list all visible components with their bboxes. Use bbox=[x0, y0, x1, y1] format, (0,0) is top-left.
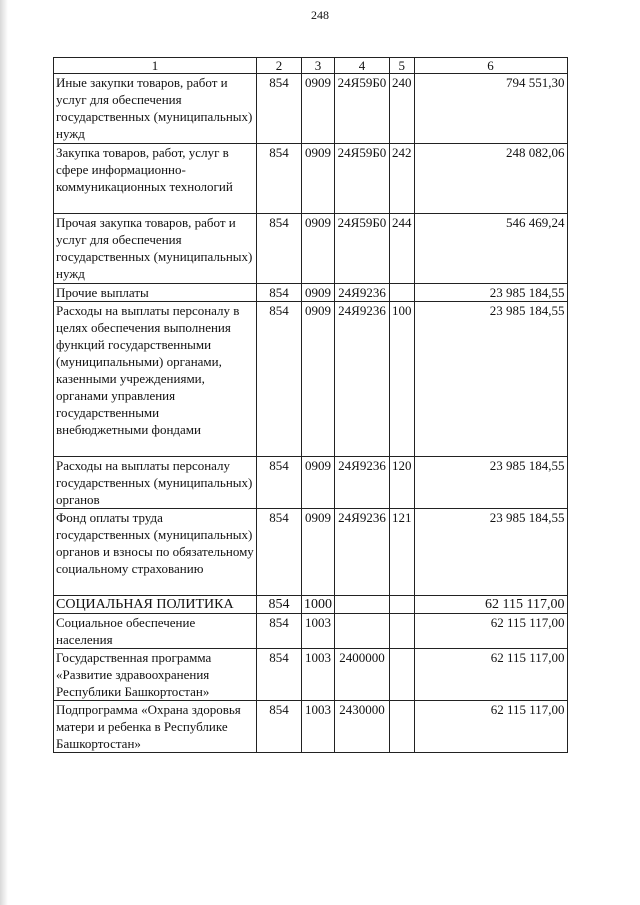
row-name: Прочая закупка товаров, работ и услуг для обеспечения государственных (муниципальных) нужд bbox=[54, 214, 257, 284]
column-header-1: 1 bbox=[54, 58, 257, 74]
row-code-3: 1003 bbox=[302, 614, 335, 649]
table-row bbox=[54, 701, 568, 753]
row-code-2: 854 bbox=[257, 214, 302, 284]
column-header-3: 3 bbox=[302, 58, 335, 74]
row-amount: 62 115 117,00 bbox=[414, 649, 567, 701]
column-header-4: 4 bbox=[335, 58, 390, 74]
row-code-2: 854 bbox=[257, 302, 302, 457]
page-number: 248 bbox=[311, 8, 329, 22]
row-code-5 bbox=[390, 649, 415, 701]
row-code-3: 1003 bbox=[302, 649, 335, 701]
row-name: Фонд оплаты труда государственных (муниципальных) органов и взносы по обязательному социальному страхованию bbox=[54, 509, 257, 596]
row-code-4: 24Я9236 bbox=[335, 284, 390, 302]
table-row bbox=[54, 649, 568, 701]
row-code-5 bbox=[390, 596, 415, 614]
row-code-2: 854 bbox=[257, 284, 302, 302]
row-code-2: 854 bbox=[257, 596, 302, 614]
row-code-3: 0909 bbox=[302, 284, 335, 302]
row-name: Расходы на выплаты персоналу в целях обеспечения выполнения функций государственными (муниципальными) органами, казенными учреждениями, органами управления государственными внебюджетными фондами bbox=[54, 302, 257, 457]
row-code-5: 244 bbox=[390, 214, 415, 284]
row-code-2: 854 bbox=[257, 144, 302, 214]
table-row bbox=[54, 144, 568, 214]
row-code-3: 0909 bbox=[302, 214, 335, 284]
row-name: Социальное обеспечение населения bbox=[54, 614, 257, 649]
row-code-3: 1000 bbox=[302, 596, 335, 614]
row-name: Государственная программа «Развитие здравоохранения Республики Башкортостан» bbox=[54, 649, 257, 701]
row-code-2: 854 bbox=[257, 649, 302, 701]
row-amount: 23 985 184,55 bbox=[414, 509, 567, 596]
table-row bbox=[54, 457, 568, 509]
row-code-3: 1003 bbox=[302, 701, 335, 753]
row-amount: 794 551,30 bbox=[414, 74, 567, 144]
row-name: СОЦИАЛЬНАЯ ПОЛИТИКА bbox=[54, 596, 257, 614]
budget-table bbox=[53, 57, 568, 753]
row-code-2: 854 bbox=[257, 614, 302, 649]
row-amount: 23 985 184,55 bbox=[414, 457, 567, 509]
table-row bbox=[54, 509, 568, 596]
row-amount: 62 115 117,00 bbox=[414, 701, 567, 753]
row-name: Прочие выплаты bbox=[54, 284, 257, 302]
row-name: Подпрограмма «Охрана здоровья матери и ребенка в Республике Башкортостан» bbox=[54, 701, 257, 753]
column-header-6: 6 bbox=[414, 58, 567, 74]
scan-edge-shadow bbox=[0, 0, 8, 905]
row-amount: 62 115 117,00 bbox=[414, 596, 567, 614]
row-code-4: 2430000 bbox=[335, 701, 390, 753]
row-code-4: 24Я9236 bbox=[335, 509, 390, 596]
row-code-4: 2400000 bbox=[335, 649, 390, 701]
row-amount: 62 115 117,00 bbox=[414, 614, 567, 649]
row-code-5 bbox=[390, 701, 415, 753]
row-name: Иные закупки товаров, работ и услуг для обеспечения государственных (муниципальных) нужд bbox=[54, 74, 257, 144]
table-row bbox=[54, 284, 568, 302]
table-row bbox=[54, 596, 568, 614]
table-row bbox=[54, 614, 568, 649]
row-amount: 23 985 184,55 bbox=[414, 284, 567, 302]
row-code-2: 854 bbox=[257, 74, 302, 144]
row-code-4: 24Я59Б0 bbox=[335, 144, 390, 214]
row-code-5: 240 bbox=[390, 74, 415, 144]
row-code-5 bbox=[390, 284, 415, 302]
row-amount: 546 469,24 bbox=[414, 214, 567, 284]
row-code-5 bbox=[390, 614, 415, 649]
row-code-2: 854 bbox=[257, 701, 302, 753]
row-code-2: 854 bbox=[257, 457, 302, 509]
table-header-row bbox=[54, 58, 568, 74]
row-code-4 bbox=[335, 614, 390, 649]
row-code-5: 120 bbox=[390, 457, 415, 509]
row-code-5: 242 bbox=[390, 144, 415, 214]
row-code-4: 24Я9236 bbox=[335, 457, 390, 509]
row-code-3: 0909 bbox=[302, 144, 335, 214]
row-code-4: 24Я59Б0 bbox=[335, 74, 390, 144]
row-code-2: 854 bbox=[257, 509, 302, 596]
column-header-2: 2 bbox=[257, 58, 302, 74]
table-row bbox=[54, 214, 568, 284]
table-row bbox=[54, 74, 568, 144]
row-amount: 23 985 184,55 bbox=[414, 302, 567, 457]
row-code-4: 24Я59Б0 bbox=[335, 214, 390, 284]
row-code-3: 0909 bbox=[302, 509, 335, 596]
table-row bbox=[54, 302, 568, 457]
table-body bbox=[54, 74, 568, 753]
row-code-3: 0909 bbox=[302, 302, 335, 457]
row-name: Расходы на выплаты персоналу государственных (муниципальных) органов bbox=[54, 457, 257, 509]
row-code-5: 121 bbox=[390, 509, 415, 596]
row-code-3: 0909 bbox=[302, 74, 335, 144]
column-header-5: 5 bbox=[390, 58, 415, 74]
row-name: Закупка товаров, работ, услуг в сфере информационно-коммуникационных технологий bbox=[54, 144, 257, 214]
row-amount: 248 082,06 bbox=[414, 144, 567, 214]
row-code-4: 24Я9236 bbox=[335, 302, 390, 457]
row-code-4 bbox=[335, 596, 390, 614]
row-code-5: 100 bbox=[390, 302, 415, 457]
row-code-3: 0909 bbox=[302, 457, 335, 509]
